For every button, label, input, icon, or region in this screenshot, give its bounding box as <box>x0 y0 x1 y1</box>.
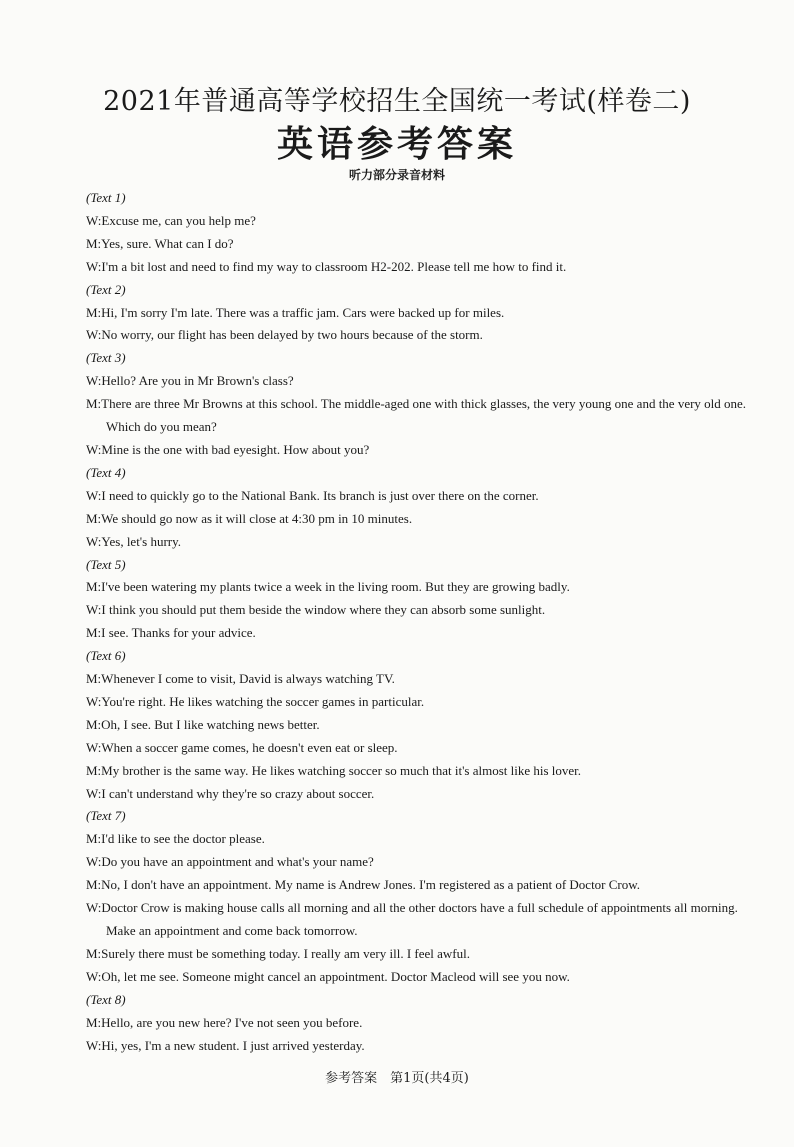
dialogue-line: M:Yes, sure. What can I do? <box>86 235 234 251</box>
dialogue-line: M:My brother is the same way. He likes watching soccer so much that it's almost like his lover. <box>86 762 582 778</box>
dialogue-line: W:Oh, let me see. Someone might cancel an appointment. Doctor Macleod will see you now. <box>86 968 570 984</box>
dialogue-line: W:Hello? Are you in Mr Brown's class? <box>86 373 294 389</box>
text-label: (Text 1) <box>86 190 126 205</box>
dialogue-line: W:Hi, yes, I'm a new student. I just arrived yesterday. <box>86 1037 365 1053</box>
page-footer: 参考答案 第1页(共4页) <box>325 1071 469 1086</box>
text-label: (Text 4) <box>86 464 126 480</box>
dialogue-line: W:No worry, our flight has been delayed by two hours because of the storm. <box>86 327 483 343</box>
dialogue-line: M:No, I don't have an appointment. My name is Andrew Jones. I'm registered as a patient of Doctor Crow. <box>86 877 641 893</box>
dialogue-line: W:Mine is the one with bad eyesight. How about you? <box>86 441 370 457</box>
dialogue-line: W:When a soccer game comes, he doesn't even eat or sleep. <box>86 739 398 755</box>
dialogue-line: W:You're right. He likes watching the soccer games in particular. <box>86 693 425 709</box>
transcript-body <box>86 187 766 1057</box>
answer-key-heading: 英语参考答案 <box>276 123 517 165</box>
dialogue-line: W:I need to quickly go to the National Bank. Its branch is just over there on the corner. <box>86 487 539 503</box>
dialogue-line: M:Surely there must be something today. I really am very ill. I feel awful. <box>86 945 470 961</box>
dialogue-line: M:There are three Mr Browns at this school. The middle-aged one with thick glasses, the very young one and the very old one. Which do you mean? <box>86 396 747 435</box>
dialogue-line: M:We should go now as it will close at 4:30 pm in 10 minutes. <box>86 510 413 526</box>
dialogue-line: W:Yes, let's hurry. <box>86 533 182 549</box>
dialogue-line: W:I think you should put them beside the window where they can absorb some sunlight. <box>86 602 546 618</box>
text-label: (Text 2) <box>86 281 126 297</box>
dialogue-line: W:Doctor Crow is making house calls all morning and all the other doctors have a full schedule of appointments all morning. Make an appointment and come back tomorrow. <box>86 900 738 938</box>
text-label: (Text 8) <box>86 991 126 1007</box>
dialogue-line: M:Oh, I see. But I like watching news better. <box>86 716 320 732</box>
dialogue-line: W:I can't understand why they're so crazy about soccer. <box>86 785 375 801</box>
text-label: (Text 3) <box>86 350 126 366</box>
dialogue-line: M:I see. Thanks for your advice. <box>86 625 256 641</box>
text-label: (Text 5) <box>86 556 126 572</box>
dialogue-line: M:Hello, are you new here? I've not seen you before. <box>86 1014 363 1030</box>
listening-transcript-heading: 听力部分录音材料 <box>348 168 445 182</box>
dialogue-line: W:Do you have an appointment and what's your name? <box>86 854 374 870</box>
dialogue-line: M:Hi, I'm sorry I'm late. There was a traffic jam. Cars were backed up for miles. <box>86 304 505 320</box>
dialogue-line: M:I'd like to see the doctor please. <box>86 831 265 847</box>
dialogue-line: W:I'm a bit lost and need to find my way to classroom H2-202. Please tell me how to find it. <box>86 258 567 274</box>
dialogue-line: M:Whenever I come to visit, David is always watching TV. <box>86 671 395 687</box>
exam-title: 2021年普通高等学校招生全国统一考试(样卷二) <box>103 86 691 117</box>
dialogue-line: M:I've been watering my plants twice a week in the living room. But they are growing badly. <box>86 579 570 595</box>
text-label: (Text 7) <box>86 808 126 824</box>
text-label: (Text 6) <box>86 648 126 664</box>
dialogue-line: W:Excuse me, can you help me? <box>86 212 256 228</box>
